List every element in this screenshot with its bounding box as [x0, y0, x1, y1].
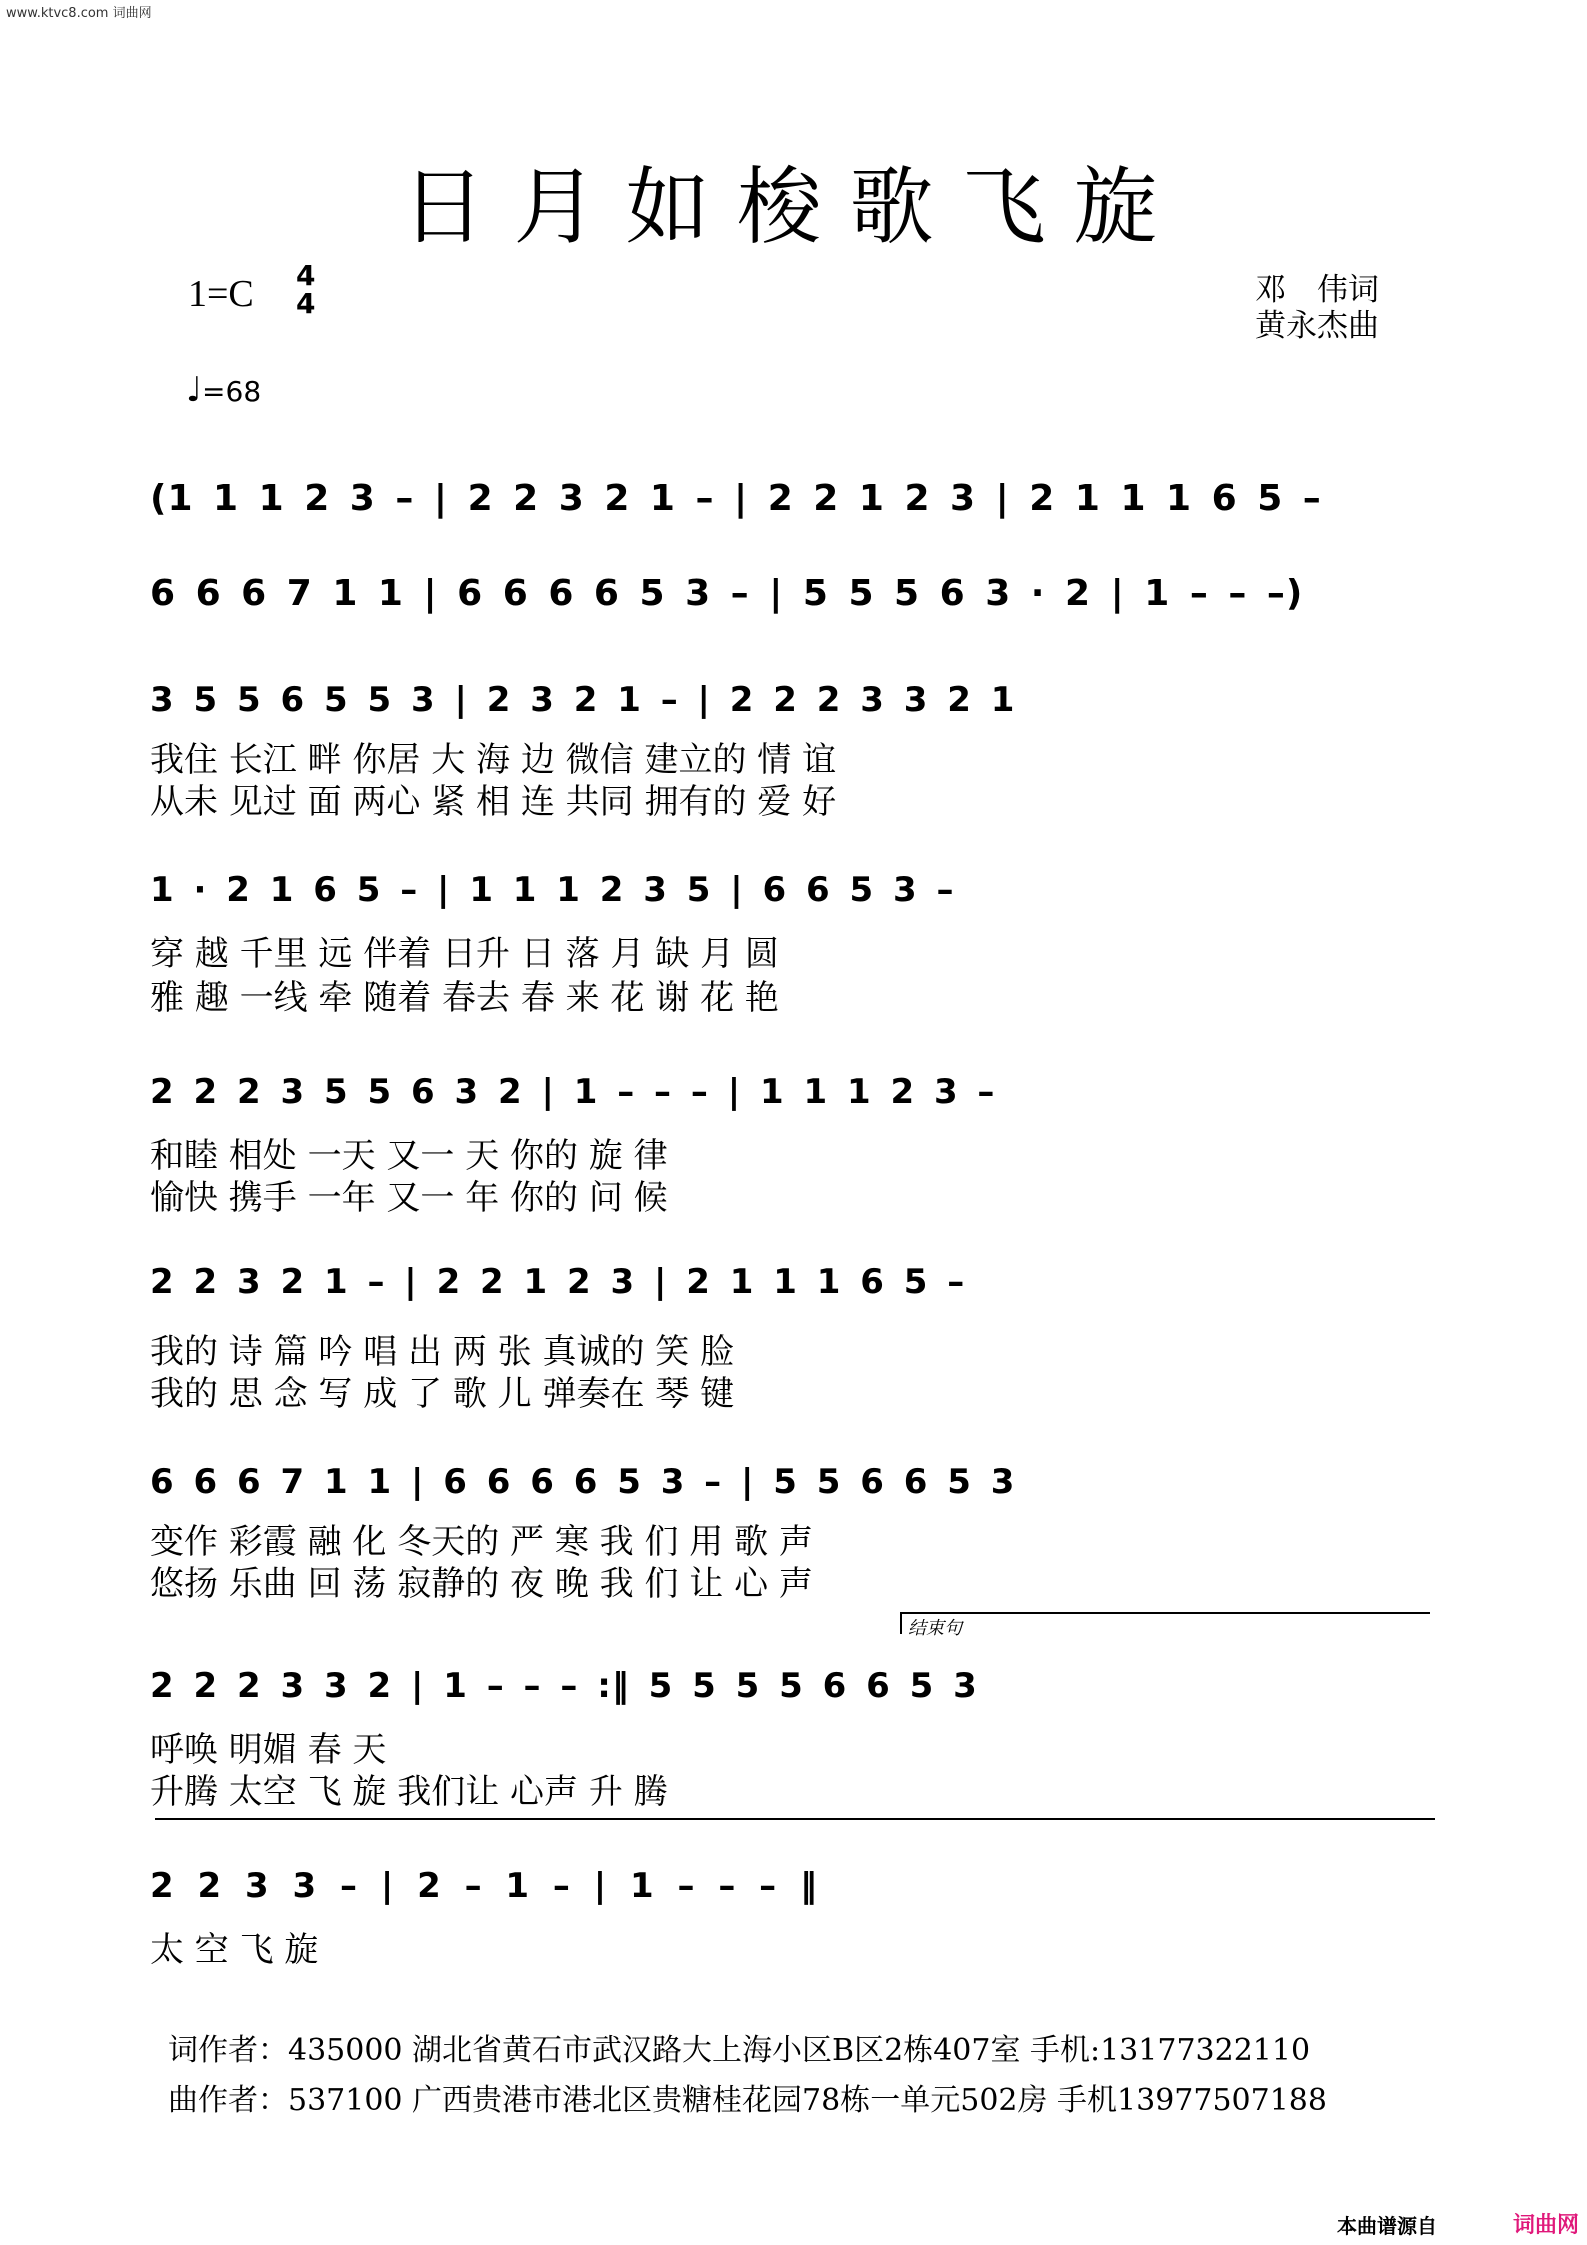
- lyricist-contact: 词作者：435000 湖北省黄石市武汉路大上海小区B区2栋407室 手机:13177322110: [168, 2033, 1311, 2068]
- tempo-marking: [186, 370, 261, 410]
- credits: [1255, 272, 1379, 344]
- notation-row: 6 6 6 7 1 1 | 6 6 6 6 5 3 – | 5 5 5 6 3 · 2 | 1 – – –): [150, 573, 1304, 614]
- coda-bracket-edge: [900, 1612, 902, 1634]
- watermark-url: www.ktvc8.com 词曲网: [6, 6, 152, 21]
- notation-row: 2 2 2 3 5 5 6 3 2 | 1 – – – | 1 1 1 2 3 –: [150, 1072, 996, 1112]
- lyric-row-1: 和睦 相处 一天 又一 天 你的 旋 律: [150, 1136, 668, 1176]
- time-signature-bottom: 4: [296, 287, 316, 320]
- lyric-row-2: 愉快 携手 一年 又一 年 你的 问 候: [150, 1178, 668, 1218]
- coda-bracket-line: [900, 1612, 1430, 1614]
- song-title: 日月如梭歌飞旋: [401, 158, 1186, 256]
- notation-row: 1 · 2 1 6 5 – | 1 1 1 2 3 5 | 6 6 5 3 –: [150, 870, 955, 910]
- key-signature: 1=C: [188, 273, 254, 315]
- footer-source-label: 本曲谱源自: [1337, 2214, 1437, 2238]
- tempo-value: =68: [202, 375, 262, 408]
- notation-row: 2 2 3 3 – | 2 – 1 – | 1 – – – ‖: [150, 1866, 818, 1906]
- section-rule: [155, 1818, 1435, 1820]
- notation-row: 3 5 5 6 5 5 3 | 2 3 2 1 – | 2 2 2 3 3 2 1: [150, 680, 1016, 720]
- lyric-row-1: 穿 越 千里 远 伴着 日升 日 落 月 缺 月 圆: [150, 934, 779, 974]
- lyricist: 邓 伟词: [1255, 272, 1379, 308]
- lyric-row-2: 悠扬 乐曲 回 荡 寂静的 夜 晚 我 们 让 心 声: [150, 1564, 813, 1604]
- footer-site-logo[interactable]: 词曲网: [1512, 2213, 1579, 2238]
- lyric-row-1: 我的 诗 篇 吟 唱 出 两 张 真诚的 笑 脸: [150, 1332, 735, 1372]
- lyric-row-2: 我的 思 念 写 成 了 歌 儿 弹奏在 琴 键: [150, 1374, 735, 1414]
- lyric-row-2: 雅 趣 一线 牵 随着 春去 春 来 花 谢 花 艳: [150, 978, 779, 1018]
- composer: 黄永杰曲: [1255, 308, 1379, 344]
- time-signature: [296, 259, 316, 320]
- quarter-note-icon: ♩: [186, 370, 203, 410]
- lyric-row-1: 变作 彩霞 融 化 冬天的 严 寒 我 们 用 歌 声: [150, 1522, 813, 1562]
- coda-label: 结束句: [908, 1618, 962, 1639]
- lyric-row-2: 升腾 太空 飞 旋 我们让 心声 升 腾: [150, 1772, 668, 1812]
- notation-row: 6 6 6 7 1 1 | 6 6 6 6 5 3 – | 5 5 6 6 5 3: [150, 1462, 1016, 1502]
- notation-row: 2 2 3 2 1 – | 2 2 1 2 3 | 2 1 1 1 6 5 –: [150, 1262, 966, 1302]
- lyric-row-1: 太 空 飞 旋: [150, 1930, 319, 1970]
- composer-contact: 曲作者：537100 广西贵港市港北区贵糖桂花园78栋一单元502房 手机13977507188: [168, 2083, 1327, 2118]
- time-signature-top: 4: [296, 259, 316, 292]
- notation-row: (1 1 1 2 3 – | 2 2 3 2 1 – | 2 2 1 2 3 | 2 1 1 1 6 5 –: [150, 478, 1322, 519]
- notation-row: 2 2 2 3 3 2 | 1 – – – :‖ 5 5 5 5 6 6 5 3: [150, 1666, 978, 1706]
- lyric-row-2: 从未 见过 面 两心 紧 相 连 共同 拥有的 爱 好: [150, 782, 837, 822]
- lyric-row-1: 呼唤 明媚 春 天: [150, 1730, 387, 1770]
- lyric-row-1: 我住 长江 畔 你居 大 海 边 微信 建立的 情 谊: [150, 740, 837, 780]
